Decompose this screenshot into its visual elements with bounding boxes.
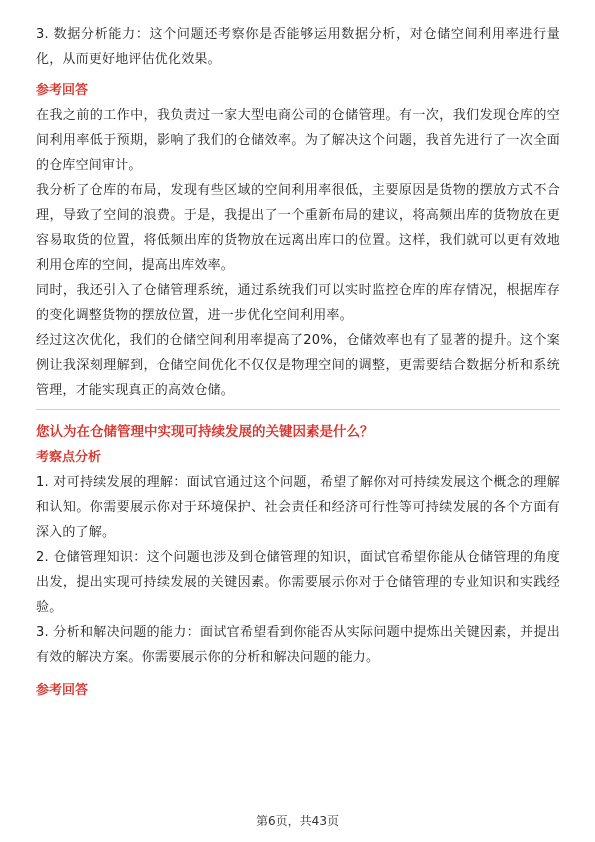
interview-question: 您认为在仓储管理中实现可持续发展的关键因素是什么？	[36, 424, 374, 440]
document-page	[36, 22, 560, 703]
analysis-point-3: 3. 数据分析能力：这个问题还考察你是否能够运用数据分析，对仓储空间利用率进行量化，从而更好地评估优化效果。	[36, 27, 560, 67]
answer-paragraph: 在我之前的工作中，我负责过一家大型电商公司的仓储管理。有一次，我们发现仓库的空间利用率低于预期，影响了我们的仓储效率。为了解决这个问题，我首先进行了一次全面的仓库空间审计。	[36, 108, 560, 173]
analysis-point: 2. 仓储管理知识：这个问题也涉及到仓储管理的知识，面试官希望你能从仓储管理的角度出发，提出实现可持续发展的关键因素。你需要展示你对于仓储管理的专业知识和实践经验。	[36, 550, 560, 615]
answer-paragraph: 我分析了仓库的布局，发现有些区域的空间利用率很低，主要原因是货物的摆放方式不合理，导致了空间的浪费。于是，我提出了一个重新布局的建议，将高频出库的货物放在更容易取货的位置，将低频出库的货物放在远离出库口的位置。这样，我们就可以更有效地利用仓库的空间，提高出库效率。	[36, 183, 560, 273]
answer-paragraph: 经过这次优化，我们的仓储空间利用率提高了20%，仓储效率也有了显著的提升。这个案例让我深刻理解到，仓储空间优化不仅仅是物理空间的调整，更需要结合数据分析和系统管理，才能实现真正的高效仓储。	[36, 333, 560, 398]
reference-answer-heading: 参考回答	[36, 83, 89, 98]
answer-paragraph: 同时，我还引入了仓储管理系统，通过系统我们可以实时监控仓库的库存情况，根据库存的变化调整货物的摆放位置，进一步优化空间利用率。	[36, 283, 560, 323]
reference-answer-heading-2: 参考回答	[36, 683, 89, 698]
analysis-point: 3. 分析和解决问题的能力：面试官希望看到你能否从实际问题中提炼出关键因素，并提出有效的解决方案。你需要展示你的分析和解决问题的能力。	[36, 625, 560, 665]
analysis-heading: 考察点分析	[36, 450, 102, 465]
analysis-point: 1. 对可持续发展的理解：面试官通过这个问题，希望了解你对可持续发展这个概念的理解和认知。你需要展示你对于环境保护、社会责任和经济可行性等可持续发展的各个方面有深入的了解。	[36, 475, 560, 540]
page-number: 第6页，共43页	[256, 814, 339, 828]
